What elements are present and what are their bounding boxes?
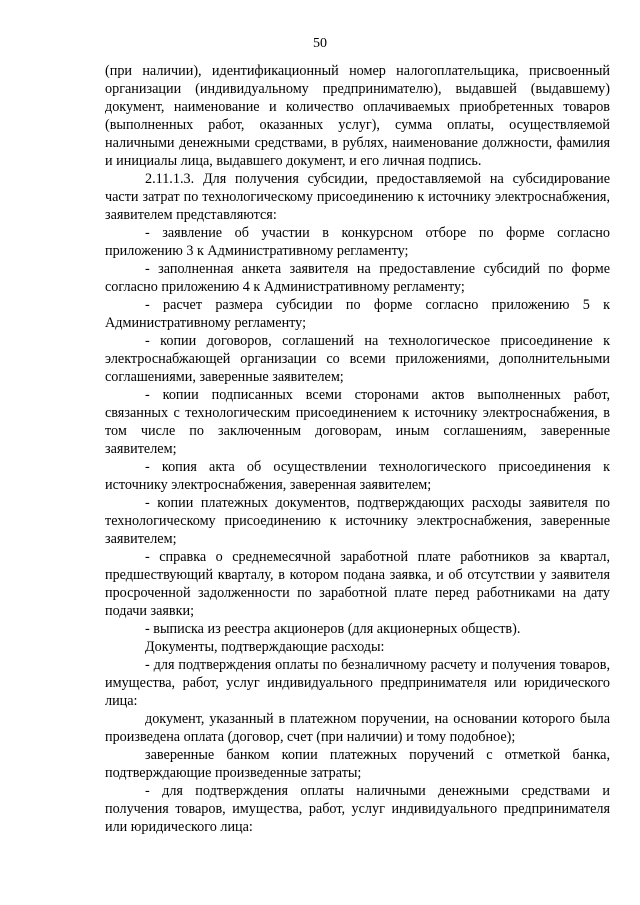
- paragraph: - копия акта об осуществлении технологического присоединения к источнику электроснабжения, заверенная заявителем;: [105, 459, 610, 493]
- paragraph: - для подтверждения оплаты наличными денежными средствами и получения товаров, имущества, работ, услуг индивидуального предпринимателя или юридического лица:: [105, 783, 610, 835]
- paragraph: - копии платежных документов, подтверждающих расходы заявителя по технологическому присоединению к источнику электроснабжения, заверенные заявителем;: [105, 495, 610, 547]
- paragraph: - копии подписанных всеми сторонами актов выполненных работ, связанных с технологическим присоединением к источнику электроснабжения, в том числе по заключенным договорам, иным соглашениям, заверенные заявителем;: [105, 387, 610, 457]
- page-number: 50: [313, 36, 327, 51]
- paragraph: Документы, подтверждающие расходы:: [145, 639, 385, 655]
- paragraph: - расчет размера субсидии по форме согласно приложению 5 к Административному регламенту;: [105, 297, 610, 331]
- paragraph: - для подтверждения оплаты по безналичному расчету и получения товаров, имущества, работ, услуг индивидуального предпринимателя или юридического лица:: [105, 657, 610, 709]
- paragraph: - заполненная анкета заявителя на предоставление субсидий по форме согласно приложению 4 к Административному регламенту;: [105, 261, 610, 295]
- paragraph: (при наличии), идентификационный номер налогоплательщика, присвоенный организации (индивидуальному предпринимателю), выдавшей (выдавшему) документ, наименование и количество оплачиваемых приобретенных товаров (выполненных работ, оказанных услуг), сумма оплаты, осуществляемой наличными денежными средствами, в рублях, наименование должности, фамилия и инициалы лица, выдавшего документ, и его личная подпись.: [105, 63, 610, 169]
- paragraph: - заявление об участии в конкурсном отборе по форме согласно приложению 3 к Административному регламенту;: [105, 225, 610, 259]
- paragraph: - выписка из реестра акционеров (для акционерных обществ).: [145, 621, 521, 637]
- paragraph: - справка о среднемесячной заработной плате работников за квартал, предшествующий кварталу, в котором подана заявка, и об отсутствии у заявителя просроченной задолженности по заработной плате перед работниками на дату подачи заявки;: [105, 549, 610, 619]
- paragraph: заверенные банком копии платежных поручений с отметкой банка, подтверждающие произведенные затраты;: [105, 747, 610, 781]
- paragraph: - копии договоров, соглашений на технологическое присоединение к электроснабжающей организации со всеми приложениями, дополнительными соглашениями, заверенные заявителем;: [105, 333, 610, 385]
- document-body: [105, 62, 610, 836]
- paragraph: 2.11.1.3. Для получения субсидии, предоставляемой на субсидирование части затрат по технологическому присоединению к источнику электроснабжения, заявителем представляются:: [105, 171, 610, 223]
- paragraph: документ, указанный в платежном поручении, на основании которого была произведена оплата (договор, счет (при наличии) и тому подобное);: [105, 711, 610, 745]
